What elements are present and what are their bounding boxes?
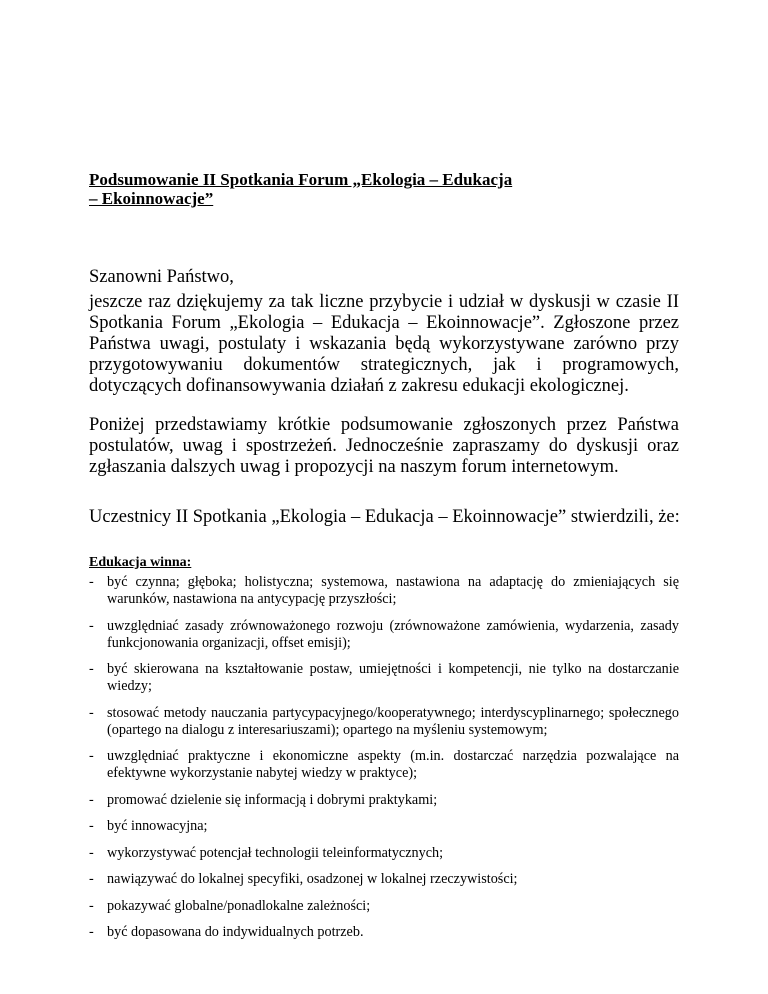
list-item [89, 898, 679, 915]
dash-marker: - [89, 617, 94, 634]
list-item-text: stosować metody nauczania partycypacyjnego/kooperatywnego; interdyscyplinarnego; społecznego (opartego na dialogu z interesariuszami); opartego na myśleniu systemowym; [107, 704, 679, 738]
list-item [89, 661, 679, 695]
list-item [89, 792, 679, 809]
dash-marker: - [89, 871, 94, 887]
dash-marker: - [89, 661, 94, 677]
list-item-text: uwzględniać zasady zrównoważonego rozwoju (zrównoważone zamówienia, wydarzenia, zasady funkcjonowania organizacji, offset emisji); [107, 617, 679, 651]
list-item-text: pokazywać globalne/ponadlokalne zależności; [107, 897, 371, 914]
list-item [89, 618, 679, 652]
dash-marker: - [89, 844, 94, 861]
list-item [89, 818, 679, 835]
dash-marker: - [89, 924, 94, 940]
list-item [89, 705, 679, 739]
dash-marker: - [89, 748, 94, 764]
list-item [89, 748, 679, 782]
document-title-line-1: Podsumowanie II Spotkania Forum „Ekologia – Edukacja [89, 170, 513, 189]
list-item [89, 871, 679, 888]
list-item [89, 924, 679, 941]
list-item-text: być dopasowana do indywidualnych potrzeb. [107, 924, 364, 940]
postulates-list [89, 574, 679, 951]
dash-marker: - [89, 897, 94, 914]
list-item-text: promować dzielenie się informacją i dobrymi praktykami; [107, 791, 438, 808]
dash-marker: - [89, 818, 94, 834]
list-item [89, 574, 679, 608]
dash-marker: - [89, 791, 94, 808]
list-item-text: wykorzystywać potencjał technologii teleinformatycznych; [107, 844, 444, 861]
dash-marker: - [89, 574, 94, 590]
list-item-text: być innowacyjna; [107, 818, 208, 834]
list-item [89, 845, 679, 862]
paragraph-summary-intro: Poniżej przedstawiamy krótkie podsumowanie zgłoszonych przez Państwa postulatów, uwag i spostrzeżeń. Jednocześnie zapraszamy do dyskusji oraz zgłaszania dalszych uwag i propozycji na naszym forum internetowym. [89, 415, 679, 477]
document-title-line-2: – Ekoinnowacje” [89, 189, 214, 208]
section-heading: Edukacja winna: [89, 555, 192, 570]
conclusion-intro: Uczestnicy II Spotkania „Ekologia – Edukacja – Ekoinnowacje” stwierdzili, że: [89, 507, 680, 527]
list-item-text: być skierowana na kształtowanie postaw, umiejętności i kompetencji, nie tylko na dostarczanie wiedzy; [107, 661, 679, 694]
list-item-text: być czynna; głęboka; holistyczna; systemowa, nastawiona na adaptację do zmieniających się warunków, nastawiona na antycypację przyszłości; [107, 574, 679, 607]
paragraph-thanks: jeszcze raz dziękujemy za tak liczne przybycie i udział w dyskusji w czasie II Spotkania Forum „Ekologia – Edukacja – Ekoinnowacje”. Zgłoszone przez Państwa uwagi, postulaty i wskazania będą wykorzystywane zarówno przy przygotowywaniu dokumentów strategicznych, jak i programowych, dotyczących dofinansowywania działań z zakresu edukacji ekologicznej. [89, 292, 679, 396]
list-item-text: nawiązywać do lokalnej specyfiki, osadzonej w lokalnej rzeczywistości; [107, 871, 518, 887]
document-title [89, 170, 649, 208]
list-item-text: uwzględniać praktyczne i ekonomiczne aspekty (m.in. dostarczać narzędzia pozwalające na efektywne wykorzystanie nabytej wiedzy w praktyce); [107, 748, 679, 781]
dash-marker: - [89, 704, 94, 721]
greeting: Szanowni Państwo, [89, 267, 234, 287]
